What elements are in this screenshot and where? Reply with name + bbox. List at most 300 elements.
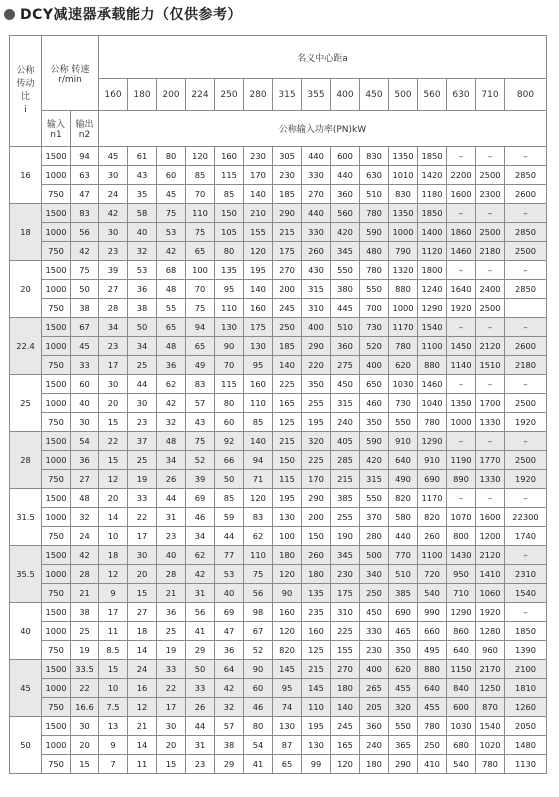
power-cell: 70 <box>186 185 215 204</box>
output-speed-cell: 21 <box>71 584 99 603</box>
power-cell: 100 <box>186 261 215 280</box>
power-cell: 50 <box>186 660 215 679</box>
power-cell: 230 <box>244 147 273 166</box>
power-cell: 75 <box>157 204 186 223</box>
power-cell: – <box>505 375 547 394</box>
power-cell: 41 <box>186 622 215 641</box>
power-cell: – <box>505 603 547 622</box>
power-cell: 1250 <box>476 679 505 698</box>
power-cell: 92 <box>215 432 244 451</box>
power-cell: 230 <box>331 565 360 584</box>
power-cell: 22 <box>99 432 128 451</box>
table-row <box>10 622 547 641</box>
power-cell: 155 <box>331 641 360 660</box>
power-cell: 9 <box>99 736 128 755</box>
power-cell: 66 <box>215 451 244 470</box>
power-cell: 140 <box>273 356 302 375</box>
input-speed-cell: 1000 <box>42 166 71 185</box>
power-cell: – <box>505 204 547 223</box>
power-cell: 910 <box>389 432 418 451</box>
power-cell: 1410 <box>476 565 505 584</box>
input-speed-header: 输入 n1 <box>42 111 71 147</box>
power-cell: 67 <box>244 622 273 641</box>
power-cell: 55 <box>157 299 186 318</box>
power-cell: 20 <box>99 394 128 413</box>
power-cell: 195 <box>244 261 273 280</box>
table-row <box>10 660 547 679</box>
output-speed-cell: 27 <box>71 470 99 489</box>
power-cell: 140 <box>331 698 360 717</box>
power-cell: 1920 <box>447 299 476 318</box>
power-cell: 360 <box>331 185 360 204</box>
output-speed-cell: 60 <box>71 375 99 394</box>
power-cell: – <box>476 375 505 394</box>
power-cell: 1320 <box>389 261 418 280</box>
power-cell: 13 <box>99 717 128 736</box>
power-cell: 860 <box>447 622 476 641</box>
power-cell: 10 <box>99 527 128 546</box>
center-distance-cell: 400 <box>331 79 360 111</box>
power-cell: 1350 <box>389 147 418 166</box>
power-cell: 700 <box>360 299 389 318</box>
input-speed-cell: 1000 <box>42 508 71 527</box>
power-cell: 19 <box>128 470 157 489</box>
power-cell: 1430 <box>447 546 476 565</box>
power-cell: 350 <box>302 375 331 394</box>
center-distance-cell: 630 <box>447 79 476 111</box>
power-cell: 68 <box>157 261 186 280</box>
power-cell: 50 <box>215 470 244 489</box>
power-cell: 95 <box>244 356 273 375</box>
power-cell: 50 <box>128 318 157 337</box>
power-cell: 90 <box>273 584 302 603</box>
power-cell: 550 <box>360 280 389 299</box>
center-distance-cell: 800 <box>505 79 547 111</box>
power-cell: 1540 <box>505 584 547 603</box>
power-cell: 12 <box>99 565 128 584</box>
power-cell: – <box>476 147 505 166</box>
table-row <box>10 603 547 622</box>
table-row <box>10 185 547 204</box>
power-cell: 1200 <box>476 527 505 546</box>
power-cell: 54 <box>244 736 273 755</box>
power-cell: 580 <box>389 508 418 527</box>
power-cell: 30 <box>157 717 186 736</box>
power-cell: 770 <box>389 546 418 565</box>
power-cell: 1850 <box>418 147 447 166</box>
power-cell: 500 <box>360 546 389 565</box>
output-speed-cell: 20 <box>71 736 99 755</box>
power-cell: 245 <box>273 299 302 318</box>
power-cell: 47 <box>215 622 244 641</box>
power-cell: 95 <box>215 280 244 299</box>
power-cell: 65 <box>186 337 215 356</box>
power-cell: 640 <box>418 679 447 698</box>
power-cell: – <box>505 318 547 337</box>
input-speed-cell: 1500 <box>42 717 71 736</box>
capacity-table <box>9 35 547 774</box>
input-speed-cell: 750 <box>42 185 71 204</box>
power-cell: 990 <box>418 603 447 622</box>
power-cell: 85 <box>215 489 244 508</box>
input-speed-cell: 1500 <box>42 261 71 280</box>
power-cell: 39 <box>186 470 215 489</box>
power-cell: 1640 <box>447 280 476 299</box>
power-cell: 880 <box>418 660 447 679</box>
power-cell: 80 <box>215 394 244 413</box>
power-cell: 140 <box>244 280 273 299</box>
power-cell: 36 <box>128 280 157 299</box>
power-cell: 450 <box>360 603 389 622</box>
power-cell: 185 <box>273 337 302 356</box>
power-cell: 1540 <box>418 318 447 337</box>
power-cell: 30 <box>99 223 128 242</box>
power-cell: 62 <box>186 546 215 565</box>
power-cell: 83 <box>186 375 215 394</box>
power-cell: 71 <box>244 470 273 489</box>
power-cell: 18 <box>99 546 128 565</box>
input-speed-cell: 1500 <box>42 603 71 622</box>
power-cell: 115 <box>215 375 244 394</box>
power-cell: 265 <box>360 679 389 698</box>
power-cell: 1060 <box>476 584 505 603</box>
power-cell: 270 <box>302 185 331 204</box>
power-cell: 110 <box>244 546 273 565</box>
power-cell: 1100 <box>418 337 447 356</box>
power-cell: 27 <box>128 603 157 622</box>
power-cell: 195 <box>302 717 331 736</box>
power-cell: 53 <box>128 261 157 280</box>
power-cell: 69 <box>186 489 215 508</box>
input-speed-cell: 750 <box>42 470 71 489</box>
power-cell: 1390 <box>505 641 547 660</box>
input-speed-cell: 750 <box>42 242 71 261</box>
power-cell: 710 <box>447 584 476 603</box>
table-row <box>10 166 547 185</box>
table-row <box>10 356 547 375</box>
power-cell: 1480 <box>505 736 547 755</box>
power-cell: 400 <box>360 356 389 375</box>
power-cell: 44 <box>128 375 157 394</box>
power-cell: – <box>476 261 505 280</box>
power-cell: 2500 <box>505 451 547 470</box>
power-cell: 1130 <box>505 755 547 774</box>
power-cell: – <box>447 432 476 451</box>
power-cell: 455 <box>389 679 418 698</box>
power-cell: 225 <box>302 451 331 470</box>
power-cell: 240 <box>360 736 389 755</box>
power-cell: 410 <box>418 755 447 774</box>
power-cell: 44 <box>186 717 215 736</box>
power-cell: 640 <box>389 451 418 470</box>
power-cell: 185 <box>273 185 302 204</box>
power-cell: 34 <box>186 527 215 546</box>
power-cell: 830 <box>360 147 389 166</box>
output-speed-cell: 48 <box>71 489 99 508</box>
power-cell: 90 <box>244 660 273 679</box>
power-cell: 420 <box>360 451 389 470</box>
power-cell: 720 <box>418 565 447 584</box>
power-cell: 36 <box>215 641 244 660</box>
output-speed-cell: 30 <box>71 413 99 432</box>
power-cell: 1040 <box>418 394 447 413</box>
power-cell: 175 <box>244 318 273 337</box>
output-speed-cell: 38 <box>71 603 99 622</box>
power-cell: 215 <box>302 660 331 679</box>
input-speed-cell: 1000 <box>42 337 71 356</box>
power-cell: 2200 <box>447 166 476 185</box>
table-row <box>10 546 547 565</box>
power-cell: 1000 <box>389 299 418 318</box>
power-cell: 405 <box>331 432 360 451</box>
bullet-icon <box>4 9 15 20</box>
table-row <box>10 394 547 413</box>
power-cell: 1030 <box>389 375 418 394</box>
power-cell: 1350 <box>447 394 476 413</box>
power-cell: 190 <box>331 527 360 546</box>
power-cell <box>505 299 547 318</box>
power-cell: 24 <box>128 660 157 679</box>
power-cell: 43 <box>128 166 157 185</box>
power-cell: 15 <box>99 451 128 470</box>
power-cell: 255 <box>302 394 331 413</box>
power-cell: 430 <box>302 261 331 280</box>
table-row <box>10 280 547 299</box>
power-cell: 52 <box>186 451 215 470</box>
power-cell: 160 <box>273 603 302 622</box>
power-cell: 105 <box>215 223 244 242</box>
power-cell: 400 <box>360 660 389 679</box>
power-cell: 800 <box>447 527 476 546</box>
power-cell: 1920 <box>505 470 547 489</box>
power-cell: 140 <box>244 432 273 451</box>
power-cell: 15 <box>99 413 128 432</box>
power-cell: 1280 <box>476 622 505 641</box>
power-cell: 780 <box>418 717 447 736</box>
input-speed-cell: 1500 <box>42 204 71 223</box>
power-cell: 33 <box>186 679 215 698</box>
power-cell: 2400 <box>476 280 505 299</box>
power-cell: 70 <box>215 356 244 375</box>
power-cell: 41 <box>244 755 273 774</box>
table-row <box>10 698 547 717</box>
power-cell: 440 <box>302 147 331 166</box>
power-cell: 175 <box>331 584 360 603</box>
power-cell: 62 <box>244 527 273 546</box>
table-row <box>10 204 547 223</box>
power-cell: 1460 <box>418 375 447 394</box>
power-cell: – <box>476 318 505 337</box>
power-cell: 780 <box>418 413 447 432</box>
input-speed-cell: 750 <box>42 755 71 774</box>
power-cell: 950 <box>447 565 476 584</box>
power-cell: 820 <box>418 508 447 527</box>
power-cell: 14 <box>128 736 157 755</box>
ratio-cell: 40 <box>10 603 42 660</box>
power-cell: 44 <box>215 527 244 546</box>
power-cell: 32 <box>128 242 157 261</box>
power-cell: 450 <box>331 375 360 394</box>
power-cell: 1180 <box>418 185 447 204</box>
power-cell: 550 <box>331 261 360 280</box>
power-cell: 11 <box>99 622 128 641</box>
power-cell: 440 <box>302 204 331 223</box>
power-cell: 36 <box>157 603 186 622</box>
power-cell: 1700 <box>476 394 505 413</box>
power-cell: 160 <box>244 375 273 394</box>
power-cell: 305 <box>273 147 302 166</box>
power-cell: 270 <box>273 261 302 280</box>
power-cell: 36 <box>157 356 186 375</box>
power-cell: 43 <box>186 413 215 432</box>
center-distance-cell: 200 <box>157 79 186 111</box>
power-cell: 140 <box>244 185 273 204</box>
power-cell: 1460 <box>447 242 476 261</box>
power-cell: 1350 <box>389 204 418 223</box>
power-cell: 83 <box>244 508 273 527</box>
center-distance-cell: 355 <box>302 79 331 111</box>
power-cell: 23 <box>157 527 186 546</box>
power-cell: 46 <box>244 698 273 717</box>
table-row <box>10 337 547 356</box>
power-cell: 385 <box>331 489 360 508</box>
power-cell: 820 <box>389 489 418 508</box>
power-cell: 120 <box>244 489 273 508</box>
power-cell: 38 <box>215 736 244 755</box>
power-cell: 360 <box>331 337 360 356</box>
power-cell: 100 <box>273 527 302 546</box>
power-cell: 155 <box>244 223 273 242</box>
power-cell: 75 <box>186 223 215 242</box>
power-cell: 960 <box>476 641 505 660</box>
power-cell: 780 <box>360 261 389 280</box>
power-cell: 480 <box>360 242 389 261</box>
power-cell: 94 <box>244 451 273 470</box>
output-speed-cell: 67 <box>71 318 99 337</box>
power-cell: – <box>447 489 476 508</box>
power-cell: 53 <box>215 565 244 584</box>
power-cell: 53 <box>157 223 186 242</box>
power-cell: 620 <box>389 660 418 679</box>
power-cell: 17 <box>99 356 128 375</box>
power-cell: 52 <box>244 641 273 660</box>
power-cell: 200 <box>302 508 331 527</box>
power-cell: 2500 <box>476 166 505 185</box>
power-cell: 62 <box>157 375 186 394</box>
power-cell: 85 <box>244 413 273 432</box>
output-speed-cell: 33 <box>71 356 99 375</box>
power-cell: 95 <box>273 679 302 698</box>
power-cell: 225 <box>331 622 360 641</box>
power-cell: 215 <box>273 223 302 242</box>
power-cell: – <box>476 489 505 508</box>
power-cell: 21 <box>157 584 186 603</box>
power-cell: 730 <box>360 318 389 337</box>
power-cell: 1860 <box>447 223 476 242</box>
power-cell: 130 <box>273 717 302 736</box>
output-speed-cell: 15 <box>71 755 99 774</box>
power-cell: 31 <box>186 584 215 603</box>
power-cell: 29 <box>215 755 244 774</box>
power-cell: 45 <box>157 185 186 204</box>
power-cell: 1000 <box>389 223 418 242</box>
power-cell: 1290 <box>418 432 447 451</box>
input-speed-cell: 1000 <box>42 679 71 698</box>
input-speed-cell: 1500 <box>42 318 71 337</box>
output-speed-cell: 83 <box>71 204 99 223</box>
power-cell: 290 <box>389 755 418 774</box>
power-cell: 280 <box>360 527 389 546</box>
input-speed-cell: 750 <box>42 413 71 432</box>
power-cell: 1000 <box>447 413 476 432</box>
power-cell: 38 <box>128 299 157 318</box>
power-cell: 9 <box>99 584 128 603</box>
ratio-header: 公称 传动 比 i <box>10 36 42 147</box>
power-cell: 1770 <box>476 451 505 470</box>
power-cell: 85 <box>186 166 215 185</box>
power-cell: 12 <box>128 698 157 717</box>
center-distance-cell: 450 <box>360 79 389 111</box>
power-cell: 2600 <box>505 337 547 356</box>
power-cell: 360 <box>360 717 389 736</box>
power-cell: 32 <box>215 698 244 717</box>
table-row <box>10 147 547 166</box>
power-cell: 94 <box>186 318 215 337</box>
power-cell: 56 <box>244 584 273 603</box>
power-cell: 890 <box>447 470 476 489</box>
power-cell: 210 <box>244 204 273 223</box>
power-cell: 180 <box>331 679 360 698</box>
power-cell: 330 <box>360 622 389 641</box>
power-cell: 85 <box>215 185 244 204</box>
power-cell: 2180 <box>476 242 505 261</box>
table-row <box>10 375 547 394</box>
power-cell: 365 <box>389 736 418 755</box>
power-cell: 27 <box>99 280 128 299</box>
power-cell: 40 <box>128 223 157 242</box>
power-cell: 165 <box>273 394 302 413</box>
power-cell: 75 <box>244 565 273 584</box>
power-cell: 290 <box>273 204 302 223</box>
power-cell: 57 <box>186 394 215 413</box>
output-speed-cell: 63 <box>71 166 99 185</box>
power-cell: 690 <box>418 470 447 489</box>
power-cell: 550 <box>360 489 389 508</box>
power-cell: 70 <box>186 280 215 299</box>
power-cell: 2600 <box>505 185 547 204</box>
output-speed-cell: 56 <box>71 223 99 242</box>
power-cell: 23 <box>128 413 157 432</box>
power-cell: 510 <box>331 318 360 337</box>
center-distance-cell: 224 <box>186 79 215 111</box>
input-speed-cell: 1500 <box>42 660 71 679</box>
input-speed-cell: 750 <box>42 641 71 660</box>
power-cell: 310 <box>302 299 331 318</box>
table-row <box>10 755 547 774</box>
table-row <box>10 736 547 755</box>
output-speed-cell: 33.5 <box>71 660 99 679</box>
power-cell: 650 <box>360 375 389 394</box>
power-cell: 110 <box>244 394 273 413</box>
power-cell: 130 <box>302 736 331 755</box>
power-cell: 1450 <box>447 337 476 356</box>
power-cell: 87 <box>273 736 302 755</box>
table-row <box>10 413 547 432</box>
power-cell: 150 <box>273 451 302 470</box>
table-header <box>10 36 547 147</box>
power-cell: 46 <box>186 508 215 527</box>
power-cell: 2120 <box>476 546 505 565</box>
